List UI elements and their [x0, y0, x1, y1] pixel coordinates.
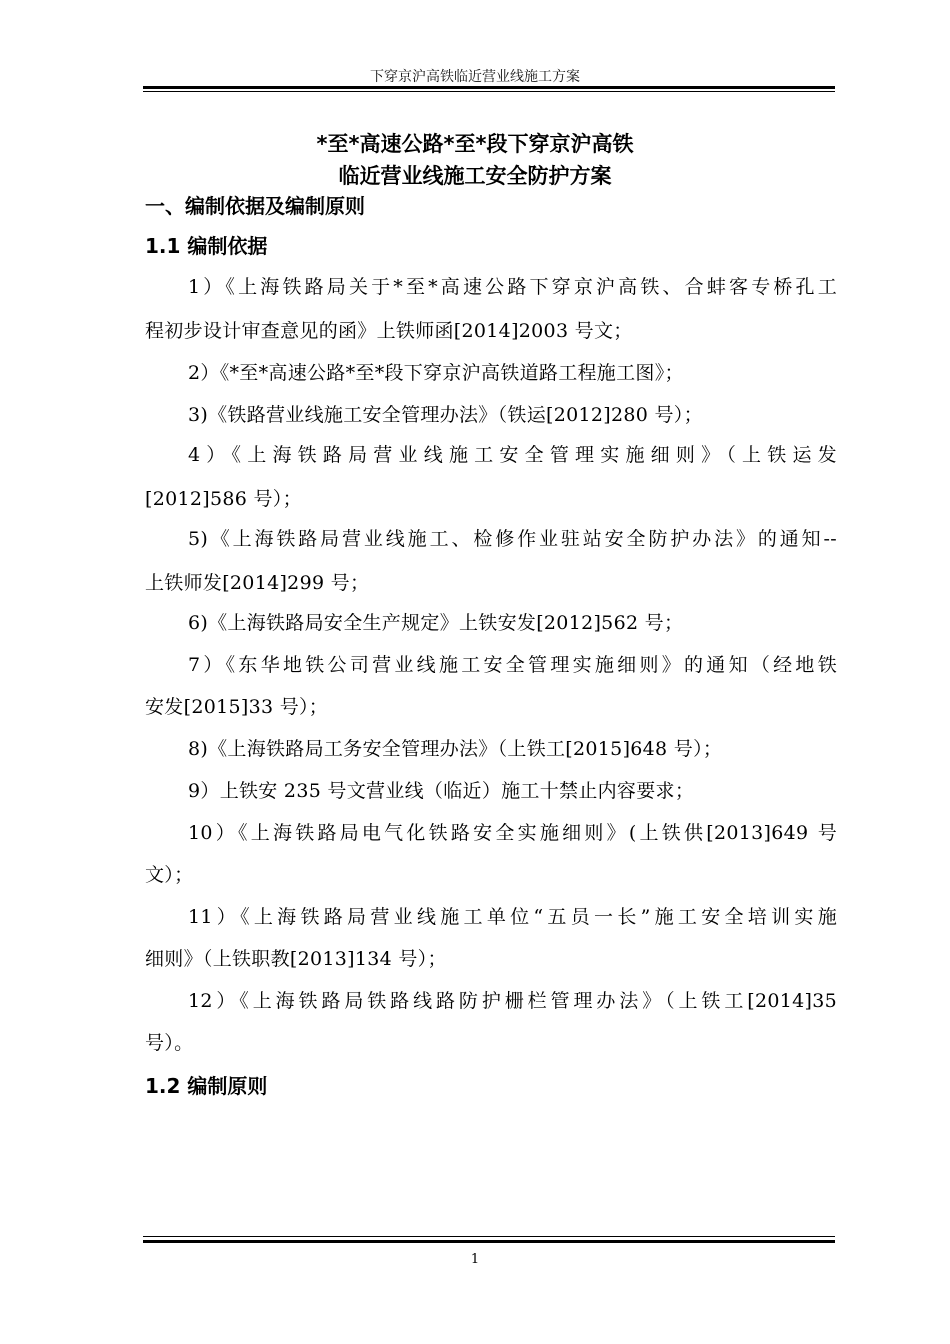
body-line: 9）上铁安 235 号文营业线（临近）施工十禁止内容要求；	[188, 780, 695, 802]
body-line: 1）《上海铁路局关于*至*高速公路下穿京沪高铁、合蚌客专桥孔工	[188, 276, 837, 298]
body-line: 4）《上海铁路局营业线施工安全管理实施细则》（上铁运发	[188, 444, 837, 466]
body-line: 安发[2015]33 号）；	[145, 696, 329, 718]
body-line: 11）《上海铁路局营业线施工单位“五员一长”施工安全培训实施	[188, 906, 837, 928]
body-line: 12）《上海铁路局铁路线路防护栅栏管理办法》（上铁工[2014]35	[188, 990, 837, 1012]
header-rule-thin	[143, 91, 835, 92]
footer-rule-thin	[143, 1236, 835, 1237]
page-number: 1	[470, 1252, 480, 1267]
body-line: 上铁师发[2014]299 号；	[145, 572, 370, 594]
body-line: 10）《上海铁路局电气化铁路安全实施细则》(上铁供[2013]649 号	[188, 822, 837, 844]
body-line: 5)《上海铁路局营业线施工、检修作业驻站安全防护办法》的通知--	[188, 528, 837, 550]
footer-rule-thick	[143, 1240, 835, 1243]
body-line: 文）；	[145, 864, 194, 886]
running-header: 下穿京沪高铁临近营业线施工方案	[370, 69, 580, 85]
body-line: 3)《铁路营业线施工安全管理办法》（铁运[2012]280 号）；	[188, 404, 703, 426]
body-line: 2）《*至*高速公路*至*段下穿京沪高铁道路工程施工图》；	[188, 362, 684, 384]
body-line: 7）《东华地铁公司营业线施工安全管理实施细则》的通知（经地铁	[188, 654, 837, 676]
header-rule-thick	[143, 86, 835, 89]
body-line: 8)《上海铁路局工务安全管理办法》（上铁工[2015]648 号）；	[188, 738, 723, 760]
body-line: 号）。	[145, 1032, 194, 1054]
subsection-heading-basis: 1.1 编制依据	[145, 234, 268, 258]
document-title-line2: 临近营业线施工安全防护方案	[338, 164, 612, 188]
body-line: 细则》（上铁职教[2013]134 号）；	[145, 948, 447, 970]
body-line: 6)《上海铁路局安全生产规定》上铁安发[2012]562 号；	[188, 612, 684, 634]
document-title-line1: *至*高速公路*至*段下穿京沪高铁	[316, 132, 634, 156]
body-line: [2012]586 号）；	[145, 488, 302, 510]
body-line: 程初步设计审查意见的函》上铁师函[2014]2003 号文；	[145, 320, 633, 342]
section-heading: 一、编制依据及编制原则	[145, 194, 365, 218]
subsection-heading-principles: 1.2 编制原则	[145, 1074, 268, 1098]
